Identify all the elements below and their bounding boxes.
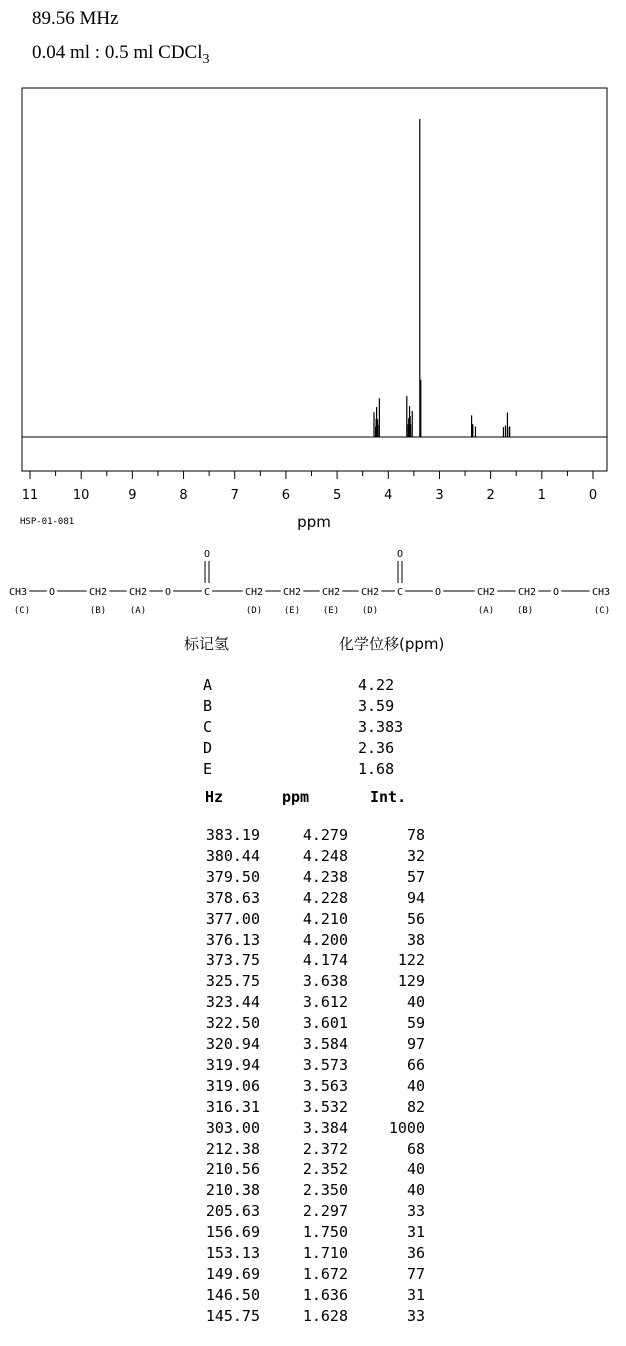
peak-ppm: 4.238 [302, 867, 348, 886]
peak-ppm: 1.750 [302, 1223, 348, 1242]
x-tick-label: 5 [332, 488, 342, 503]
peak-row [0, 1307, 626, 1328]
peak-row [0, 1014, 626, 1035]
peak-hz: 323.44 [205, 993, 260, 1012]
assignment-header-shift: 化学位移(ppm) [339, 635, 445, 653]
structure-letter: (C) [593, 606, 611, 616]
peak-hz: 210.56 [205, 1160, 260, 1179]
peak-hz: 378.63 [205, 888, 260, 907]
peak-row [0, 1265, 626, 1286]
peak-ppm: 4.210 [302, 909, 348, 928]
peak-int: 68 [406, 1139, 425, 1158]
structure-atom: CH3 [8, 587, 28, 598]
structure-atom: CH2 [128, 587, 148, 598]
structure-atom: O [434, 587, 442, 598]
structure-atom: CH2 [88, 587, 108, 598]
structure-atom: O [48, 587, 56, 598]
peak-hz: 373.75 [205, 951, 260, 970]
assignment-shift: 3.383 [358, 718, 404, 736]
nmr-spectrum-chart [0, 80, 626, 540]
peak-int: 40 [406, 1076, 425, 1095]
peak-hz: 212.38 [205, 1139, 260, 1158]
peak-hz: 316.31 [205, 1097, 260, 1116]
peak-row [0, 826, 626, 847]
sample-info [32, 42, 210, 68]
structure-atom: CH2 [360, 587, 380, 598]
structure-atom: O [164, 587, 172, 598]
structure-letter: (E) [322, 606, 340, 616]
peak-hz: 376.13 [205, 930, 260, 949]
structure-chain [9, 587, 610, 598]
peak-ppm: 1.710 [302, 1244, 348, 1262]
peak-ppm: 4.279 [302, 826, 348, 844]
peak-int: 122 [397, 951, 425, 970]
sample-main: 0.04 ml : 0.5 ml CDCl [32, 42, 203, 63]
peak-row [0, 951, 626, 972]
x-tick-label: 8 [179, 488, 188, 503]
structure-letter: (B) [516, 606, 534, 616]
structure-letter: (E) [283, 606, 301, 616]
plot-frame [22, 88, 607, 471]
peak-row [0, 1181, 626, 1202]
peak-hz: 380.44 [205, 846, 260, 865]
peak-int: 31 [406, 1285, 425, 1304]
peak-int: 31 [406, 1223, 425, 1242]
peak-int: 33 [406, 1202, 425, 1221]
assignment-shift: 4.22 [358, 676, 395, 694]
peak-int: 40 [406, 1160, 425, 1179]
peak-ppm: 4.174 [302, 951, 348, 970]
peak-ppm: 4.248 [302, 846, 348, 865]
peak-ppm: 3.601 [302, 1014, 348, 1033]
x-tick-label: 2 [486, 488, 495, 503]
peak-ppm: 4.228 [302, 888, 348, 907]
peak-row [0, 993, 626, 1014]
structure-letter: (C) [13, 606, 31, 616]
structure-letter: (A) [129, 606, 147, 616]
peak-hz: 325.75 [205, 972, 260, 991]
x-tick-label: 1 [537, 488, 546, 503]
peak-int: 56 [406, 909, 425, 928]
peak-int: 82 [406, 1097, 425, 1116]
peak-row [0, 847, 626, 868]
assignment-label: C [203, 718, 213, 736]
peak-header-hz: Hz [205, 788, 224, 806]
assignment-header-label: 标记氢 [184, 635, 230, 653]
peak-hz: 146.50 [205, 1285, 260, 1304]
peak-hz: 379.50 [205, 867, 260, 886]
peak-row [0, 868, 626, 889]
spectrum-code: HSP-01-081 [20, 517, 75, 527]
peak-row [0, 1077, 626, 1098]
peak-row [0, 1202, 626, 1223]
carbonyl-oxygen-left: O [203, 549, 211, 560]
structure-atom: CH2 [476, 587, 496, 598]
peak-row [0, 972, 626, 993]
peak-ppm: 1.672 [302, 1264, 348, 1283]
assignment-label: D [203, 739, 213, 757]
peak-row [0, 889, 626, 910]
peak-int: 33 [406, 1306, 425, 1325]
structure-atom: CH2 [282, 587, 302, 598]
peak-int: 32 [406, 846, 425, 865]
assignment-shift: 1.68 [358, 760, 395, 778]
peak-hz: 377.00 [205, 909, 260, 928]
peak-int: 40 [406, 1181, 425, 1200]
chemical-structure [0, 540, 626, 620]
structure-letters [14, 606, 610, 616]
peak-ppm: 3.532 [302, 1097, 348, 1116]
peak-int: 59 [406, 1014, 425, 1033]
peak-row [0, 1119, 626, 1140]
peak-row [0, 910, 626, 931]
structure-atom: CH3 [591, 587, 611, 598]
peak-int: 1000 [388, 1118, 425, 1137]
spectrometer-frequency: 89.56 MHz [32, 8, 119, 29]
peak-hz: 322.50 [205, 1014, 260, 1033]
peak-int: 40 [406, 993, 425, 1012]
x-axis-ticks [22, 471, 597, 503]
x-tick-label: 7 [230, 488, 239, 503]
peak-row [0, 1056, 626, 1077]
assignment-label: A [203, 676, 213, 694]
sample-subscript: 3 [202, 51, 210, 67]
peak-int: 38 [406, 930, 425, 949]
structure-letter: (D) [361, 606, 379, 616]
structure-atom: O [552, 587, 560, 598]
assignment-label: B [203, 697, 213, 715]
peak-hz: 320.94 [205, 1035, 260, 1053]
peak-row [0, 1244, 626, 1265]
peak-int: 129 [397, 972, 425, 991]
peak-group [374, 119, 510, 437]
peak-ppm: 3.563 [302, 1076, 348, 1095]
x-tick-label: 6 [281, 488, 291, 503]
peak-int: 66 [406, 1055, 425, 1074]
peak-int: 78 [406, 826, 425, 844]
structure-letter: (B) [89, 606, 107, 616]
peak-hz: 383.19 [205, 826, 260, 844]
peak-int: 94 [406, 888, 425, 907]
structure-atom: C [203, 587, 211, 598]
peak-row [0, 1223, 626, 1244]
x-tick-label: 10 [72, 488, 90, 503]
x-tick-label: 4 [384, 488, 393, 503]
peak-int: 36 [406, 1244, 425, 1262]
x-tick-label: 11 [21, 488, 39, 503]
peak-hz: 205.63 [205, 1202, 260, 1221]
peak-hz: 319.94 [205, 1055, 260, 1074]
peak-int: 97 [406, 1035, 425, 1053]
peak-header-ppm: ppm [282, 788, 310, 806]
peak-row [0, 1160, 626, 1181]
peak-row [0, 1140, 626, 1161]
peak-row [0, 931, 626, 952]
assignment-shift: 2.36 [358, 739, 395, 757]
peak-hz: 319.06 [205, 1076, 260, 1095]
assignment-shift: 3.59 [358, 697, 395, 715]
structure-letter: (D) [245, 606, 263, 616]
structure-letter: (A) [477, 606, 495, 616]
peak-hz: 145.75 [205, 1306, 260, 1325]
peak-ppm: 2.297 [302, 1202, 348, 1221]
carbonyl-oxygen-right: O [396, 549, 404, 560]
peak-ppm: 3.638 [302, 972, 348, 991]
peak-ppm: 1.636 [302, 1285, 348, 1304]
peak-ppm: 4.200 [302, 930, 348, 949]
peak-row [0, 1286, 626, 1307]
peak-ppm: 3.584 [302, 1035, 348, 1053]
peak-ppm: 3.612 [302, 993, 348, 1012]
x-tick-label: 3 [435, 488, 444, 503]
peak-hz: 153.13 [205, 1244, 260, 1262]
peak-hz: 156.69 [205, 1223, 260, 1242]
peak-int: 77 [406, 1264, 425, 1283]
structure-atom: CH2 [321, 587, 341, 598]
peak-hz: 149.69 [205, 1264, 260, 1283]
peak-hz: 303.00 [205, 1118, 260, 1137]
structure-atom: CH2 [517, 587, 537, 598]
peak-ppm: 2.350 [302, 1181, 348, 1200]
peak-ppm: 3.384 [302, 1118, 348, 1137]
peak-header-int: Int. [370, 788, 407, 806]
x-axis-label: ppm [297, 513, 331, 531]
peak-hz: 210.38 [205, 1181, 260, 1200]
peak-row [0, 1035, 626, 1056]
assignment-label: E [203, 760, 213, 778]
peak-ppm: 2.352 [302, 1160, 348, 1179]
peak-ppm: 3.573 [302, 1055, 348, 1074]
x-tick-label: 9 [128, 488, 137, 503]
peak-ppm: 1.628 [302, 1306, 348, 1325]
peak-int: 57 [406, 867, 425, 886]
x-tick-label: 0 [588, 488, 598, 503]
structure-atom: CH2 [244, 587, 264, 598]
peak-ppm: 2.372 [302, 1139, 348, 1158]
peak-row [0, 1098, 626, 1119]
structure-atom: C [396, 587, 404, 598]
